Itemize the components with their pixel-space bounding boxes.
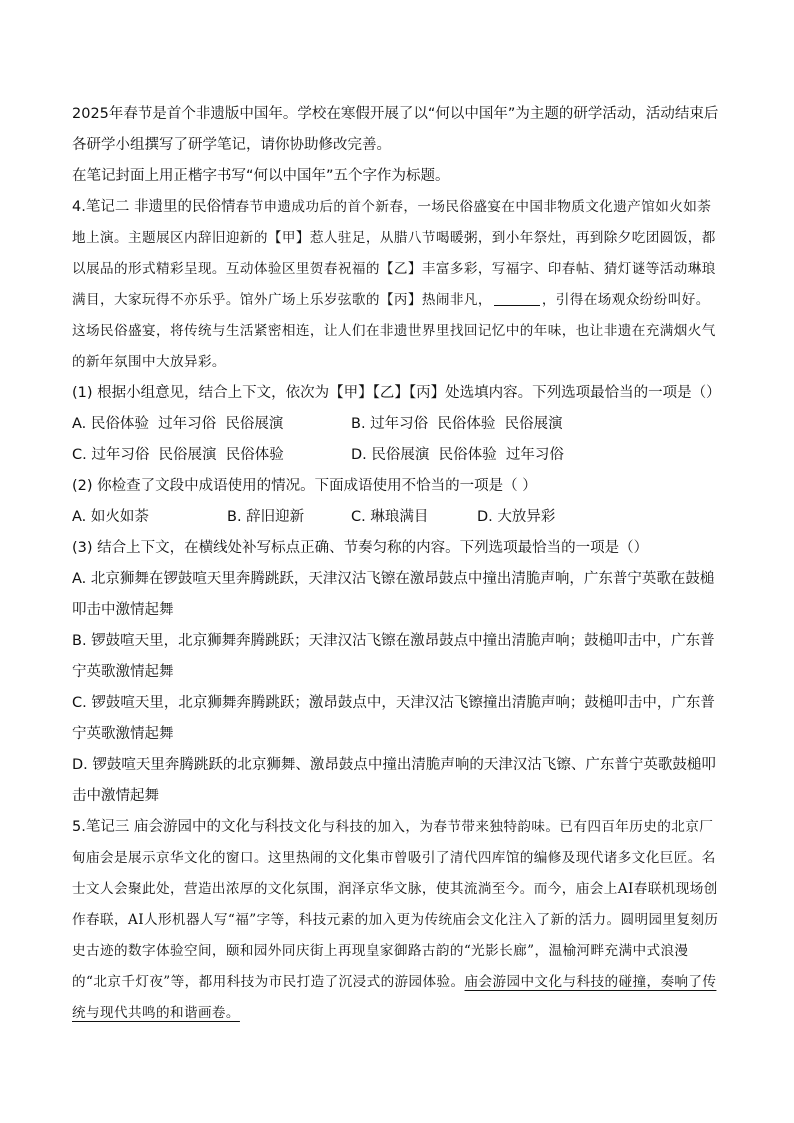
question-4-passage <box>72 192 722 378</box>
note-3-underlined-sentence: 庙会游园中文化与科技的碰撞，奏响了传统与现代共鸣的和谐画卷。 <box>72 974 717 1021</box>
q4-sub1-option-d[interactable]: D. 民俗展演 民俗体验 过年习俗 <box>351 447 564 463</box>
note-2-heading: 4.笔记二 非遗里的民俗情 <box>72 199 236 215</box>
q4-sub2-stem: (2) 你检查了文段中成语使用的情况。下面成语使用不恰当的一项是（ ） <box>72 478 537 494</box>
note-3-text: 文化与科技的加入，为春节带来独特韵味。已有四百年历史的北京厂甸庙会是展示京华文化的窗口。这里热闹的文化集市曾吸引了清代四库馆的编修及现代诸多文化巨匠。名士文人会聚此处，营造出浓厚的文化氛围，润泽京华文脉，使其流淌至今。而今，庙会上AI春联机现场创作春联，AI人形机器人写“福”字等，科技元素的加入更为传统庙会文化注入了新的活力。圆明园里复刻历史古迹的数字体验空间，颐和园外同庆街上再现皇家御路古韵的“光影长廊”，温榆河畔充满中式浪漫的“北京千灯夜”等，都用科技为市民打造了沉浸式的游园体验。 <box>72 819 719 990</box>
question-5-passage <box>72 812 722 1029</box>
q4-sub2-options <box>72 502 722 533</box>
q4-sub3-stem: (3) 结合上下文，在横线处补写标点正确、节奏匀称的内容。下列选项最恰当的一项是（） <box>72 540 649 556</box>
q4-sub3-option-a[interactable]: A. 北京狮舞在锣鼓喧天里奔腾跳跃，天津汉沽飞镲在激昂鼓点中撞出清脆声响，广东普宁英歌在鼓槌叩击中激情起舞 <box>72 571 715 618</box>
q4-sub3-option-c[interactable]: C. 锣鼓喧天里，北京狮舞奔腾跳跃；激昂鼓点中，天津汉沽飞镲撞出清脆声响；鼓槌叩击中，广东普宁英歌激情起舞 <box>72 695 715 742</box>
q4-sub1-options-row2 <box>72 440 722 471</box>
q4-sub2-option-a[interactable]: A. 如火如荼 <box>72 509 149 525</box>
q4-sub2-option-d[interactable]: D. 大放异彩 <box>477 509 556 525</box>
q4-sub2-option-b[interactable]: B. 辞旧迎新 <box>227 509 305 525</box>
q4-sub2-option-c[interactable]: C. 琳琅满目 <box>351 509 429 525</box>
q4-sub1-option-a[interactable]: A. 民俗体验 过年习俗 民俗展演 <box>72 416 284 432</box>
note-2-text-part1: 春节申遗成功后的首个新春，一场民俗盛宴在中国非物质文化遗产馆如火如荼地上演。主题展区内辞旧迎新的【甲】惹人驻足，从腊八节喝暖粥，到小年祭灶，再到除夕吃团圆饭，都以展品的形式精彩呈现。互动体验区里贺春祝福的【乙】丰富多彩，写福字、印春帖、猜灯谜等活动琳琅满目，大家玩得不亦乐乎。馆外广场上乐岁弦歌的【丙】热闹非凡， <box>72 199 716 308</box>
q4-sub3-option-b[interactable]: B. 锣鼓喧天里，北京狮舞奔腾跳跃；天津汉沽飞镲在激昂鼓点中撞出清脆声响；鼓槌叩击中，广东普宁英歌激情起舞 <box>72 633 715 680</box>
q4-sub1-stem: (1) 根据小组意见，结合上下文，依次为【甲】【乙】【丙】处选填内容。下列选项最恰当的一项是（） <box>72 385 721 401</box>
q4-sub3-option-d[interactable]: D. 锣鼓喧天里奔腾跳跃的北京狮舞、激昂鼓点中撞出清脆声响的天津汉沽飞镲、广东普宁英歌鼓槌叩击中激情起舞 <box>72 757 716 804</box>
q4-sub1-options-row1 <box>72 409 722 440</box>
intro-paragraph: 2025年春节是首个非遗版中国年。学校在寒假开展了以“何以中国年”为主题的研学活动，活动结束后各研学小组撰写了研学笔记，请你协助修改完善。 <box>72 106 719 153</box>
answer-blank[interactable] <box>494 289 540 306</box>
note-3-heading: 5.笔记三 庙会游园中的文化与科技 <box>72 819 294 835</box>
title-instruction: 在笔记封面上用正楷字书写“何以中国年”五个字作为标题。 <box>72 168 450 184</box>
q4-sub1-option-c[interactable]: C. 过年习俗 民俗展演 民俗体验 <box>72 447 284 463</box>
q4-sub1-option-b[interactable]: B. 过年习俗 民俗体验 民俗展演 <box>351 416 563 432</box>
note-2-text-part2: ，引得在场观众纷纷叫好。这场民俗盛宴，将传统与生活紧密相连，让人们在非遗世界里找回记忆中的年味，也让非遗在充满烟火气的新年氛围中大放异彩。 <box>72 292 716 370</box>
